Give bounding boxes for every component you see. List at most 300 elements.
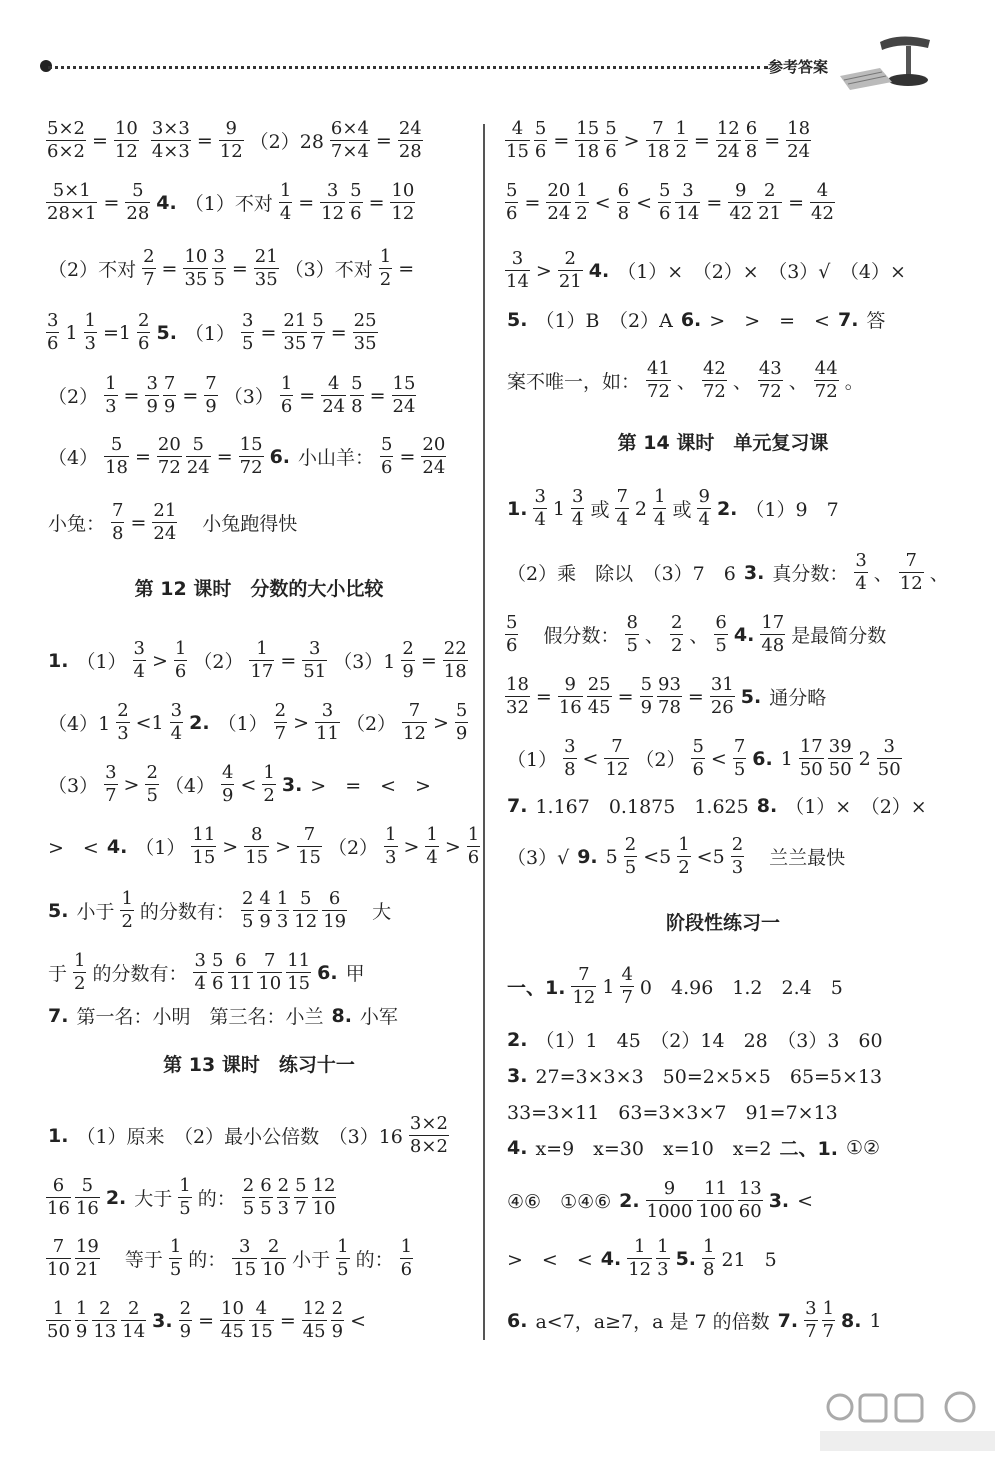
item-number: 5. (740, 685, 762, 708)
denominator: 6 (506, 635, 518, 656)
answer-text: （1）不对 (184, 193, 273, 215)
numerator: 3 (105, 762, 117, 783)
denominator: 7 (312, 333, 324, 354)
answer-text: 小兔跑得快 (183, 513, 298, 535)
fraction (104, 373, 117, 418)
numerator: 15 (239, 434, 263, 455)
denominator: 12 (321, 203, 345, 224)
denominator: 6 (467, 847, 480, 868)
answer-text: （1）× （2）× (785, 796, 927, 818)
denominator: 10 (258, 973, 282, 994)
column-divider (483, 124, 485, 1340)
denominator: 15 (192, 847, 216, 868)
answer-text: > (444, 835, 461, 858)
answer-line (503, 674, 830, 719)
denominator: 21 (758, 203, 782, 224)
denominator: 32 (506, 697, 529, 718)
denominator: 2 (576, 203, 588, 224)
denominator: 28 (398, 141, 422, 162)
answer-text: > (222, 835, 239, 858)
fraction (46, 118, 86, 163)
fraction (121, 1298, 146, 1343)
answer-text: > (275, 835, 292, 858)
denominator: 9 (455, 723, 468, 744)
numerator: 1 (179, 1175, 191, 1196)
fraction (294, 1175, 307, 1220)
answer-text: < (350, 1309, 367, 1332)
fraction (443, 638, 468, 683)
numerator: 9 (564, 674, 576, 695)
numerator: 11 (704, 1178, 728, 1199)
fraction (104, 434, 129, 479)
fraction (293, 888, 318, 933)
answer-text: = (420, 649, 437, 672)
answer-text: 。 (844, 371, 864, 393)
denominator: 3 (657, 1259, 669, 1280)
item-number: 1. (48, 649, 69, 672)
numerator: 3 (883, 736, 895, 757)
fraction (615, 486, 628, 531)
denominator: 9 (402, 661, 414, 682)
fraction (624, 834, 637, 879)
numerator: 3 (309, 638, 321, 659)
answer-text: 小于 (76, 901, 115, 923)
numerator: 18 (787, 118, 811, 139)
numerator: 3×3 (151, 118, 190, 139)
fraction (758, 358, 783, 403)
answer-line (503, 1236, 781, 1281)
fraction (745, 118, 758, 163)
answer-text: （1）9 7 (745, 499, 839, 521)
fraction (716, 118, 741, 163)
item-number: 5. (156, 321, 177, 344)
numerator: 3 (47, 310, 59, 331)
numerator: 93 (658, 674, 681, 695)
numerator: 1 (703, 1236, 715, 1257)
item-number: 6. (680, 308, 702, 331)
answer-line (44, 950, 369, 995)
numerator: 1 (657, 1236, 669, 1257)
denominator: 15 (249, 1321, 273, 1342)
fraction (675, 180, 700, 225)
answer-text: < (594, 191, 611, 214)
numerator: 1 (169, 1236, 182, 1257)
denominator: 15 (287, 973, 311, 994)
answer-text: ④⑥ ①④⑥ (507, 1191, 612, 1213)
numerator: 1 (337, 1236, 349, 1257)
answer-text: = (92, 129, 108, 152)
answer-text: （2）28 (249, 131, 324, 153)
fraction (170, 700, 183, 745)
numerator: 12 (716, 118, 740, 139)
answer-text: = (553, 129, 570, 152)
answer-text: 真分数： (772, 563, 849, 585)
item-number: 1. (48, 1124, 69, 1147)
denominator: 17 (250, 661, 274, 682)
item-number: 6. (507, 1309, 528, 1332)
answer-line (44, 888, 395, 933)
denominator: 4 (698, 509, 710, 530)
numerator: 7 (905, 550, 917, 571)
answer-line (44, 118, 425, 163)
numerator: 2 (242, 1175, 255, 1196)
fraction (731, 834, 744, 879)
fraction (169, 1236, 182, 1281)
answer-text: （2） (48, 386, 99, 408)
answer-text: 、 (929, 563, 949, 585)
numerator: 5 (640, 674, 653, 695)
denominator: 19 (323, 911, 347, 932)
numerator: 6 (715, 612, 727, 633)
denominator: 3 (117, 723, 129, 744)
numerator: 7 (52, 1236, 65, 1257)
denominator: 11 (229, 973, 253, 994)
numerator: 1 (385, 824, 397, 845)
numerator: 1 (174, 638, 187, 659)
fraction (241, 888, 254, 933)
denominator: 51 (303, 661, 327, 682)
answer-text: （2） (345, 713, 397, 735)
answer-text: 通分略 (769, 687, 827, 709)
answer-text: 小于 (292, 1249, 331, 1271)
answer-line (503, 248, 910, 293)
denominator: 16 (75, 1198, 99, 1219)
answer-text: （4） (48, 447, 99, 469)
denominator: 35 (283, 333, 307, 354)
fraction (409, 1113, 449, 1158)
numerator: 1 (633, 1236, 646, 1257)
fraction (84, 310, 97, 355)
fraction (467, 824, 480, 869)
numerator: 9 (735, 180, 747, 201)
numerator: 5 (506, 612, 518, 633)
fraction (157, 434, 182, 479)
denominator: 8 (617, 203, 630, 224)
item-number: 2. (189, 711, 210, 734)
denominator: 6 (692, 759, 704, 780)
denominator: 6 (659, 203, 671, 224)
denominator: 12 (899, 573, 923, 594)
numerator: 2 (763, 180, 776, 201)
numerator: 1 (822, 1298, 835, 1319)
answer-text: > < < (507, 1249, 593, 1271)
item-number: 3. (281, 773, 303, 796)
denominator: 6 (350, 203, 362, 224)
answer-text: 于 (48, 963, 68, 985)
numerator: 5 (534, 118, 547, 139)
numerator: 3 (321, 700, 334, 721)
fraction (571, 486, 584, 531)
denominator: 10 (47, 1259, 70, 1280)
denominator: 16 (558, 697, 582, 718)
fraction (505, 612, 518, 657)
answer-text: 大 (353, 901, 392, 923)
answer-text: = (280, 649, 297, 672)
fraction (174, 638, 187, 683)
numerator: 13 (738, 1178, 762, 1199)
fraction (604, 118, 617, 163)
answer-text: （1）× （2）× （3）√ （4）× (617, 261, 906, 283)
denominator: 72 (157, 457, 181, 478)
numerator: 3 (242, 310, 254, 331)
numerator: 1 (675, 118, 687, 139)
answer-text: 、 (644, 625, 664, 647)
fraction (277, 1175, 290, 1220)
fraction (691, 736, 704, 781)
answer-text: = (216, 445, 233, 468)
numerator: 5 (295, 1175, 307, 1196)
answer-line (44, 1175, 338, 1220)
numerator: 5 (381, 434, 393, 455)
answer-text: 案不唯一，如： (507, 371, 641, 393)
denominator: 15 (506, 141, 529, 162)
fraction (239, 434, 264, 479)
page-header (40, 54, 1000, 94)
fraction (674, 118, 687, 163)
fraction (640, 674, 653, 719)
answer-text: （1） (76, 651, 127, 673)
numerator: 5 (605, 118, 617, 139)
denominator: 3 (385, 847, 397, 868)
fraction (402, 700, 427, 745)
denominator: 4 (616, 509, 628, 530)
denominator: 42 (729, 203, 753, 224)
heading-lesson-14: 第 14 课时 单元复习课 (617, 432, 829, 454)
answer-text: < (710, 747, 727, 770)
item-number: 3. (152, 1309, 173, 1332)
item-number: 一、1. (507, 977, 566, 999)
denominator: 2 (678, 857, 690, 878)
fraction (254, 246, 279, 291)
fraction (133, 638, 146, 683)
fraction (75, 1175, 100, 1220)
answer-line (44, 1002, 402, 1029)
denominator: 48 (761, 635, 785, 656)
denominator: 78 (658, 697, 681, 718)
numerator: 20 (157, 434, 181, 455)
numerator: 4 (255, 1298, 268, 1319)
numerator: 1 (263, 762, 275, 783)
denominator: 50 (828, 759, 852, 780)
denominator: 24 (322, 396, 346, 417)
denominator: 12 (403, 723, 426, 744)
answer-text: > < (48, 837, 99, 859)
fraction (656, 1236, 669, 1281)
answer-line (44, 434, 448, 479)
answer-text: 假分数： (524, 625, 620, 647)
fraction (617, 180, 630, 225)
answer-text: 1.167 0.1875 1.625 (535, 796, 749, 818)
numerator: 9 (225, 118, 237, 139)
answer-text: = (369, 384, 386, 407)
denominator: 24 (787, 141, 811, 162)
numerator: 3 (326, 180, 339, 201)
fraction (702, 358, 727, 403)
numerator: 7 (112, 500, 124, 521)
answer-line (503, 550, 953, 595)
denominator: 45 (221, 1321, 244, 1342)
fraction (46, 1298, 71, 1343)
answer-line (503, 306, 889, 333)
numerator: 24 (398, 118, 422, 139)
numerator: 2 (179, 1298, 192, 1319)
fraction (280, 373, 293, 418)
answer-text: = (617, 685, 634, 708)
answer-text: （2）不对 (48, 259, 137, 281)
denominator: 35 (184, 269, 208, 290)
fraction (104, 762, 117, 807)
fraction (534, 118, 547, 163)
denominator: 7×4 (330, 141, 369, 162)
answer-text: 、 (873, 563, 893, 585)
denominator: 24 (716, 141, 740, 162)
item-number: 2. (507, 1028, 528, 1051)
answer-line (44, 824, 482, 869)
answer-text: 或 (672, 499, 692, 521)
answer-text: 大于 (134, 1188, 173, 1210)
fraction (757, 180, 782, 225)
numerator: 5 (81, 1175, 94, 1196)
numerator: 1 (379, 246, 392, 267)
numerator: 10 (221, 1298, 244, 1319)
denominator: 5 (241, 911, 254, 932)
fraction (392, 373, 417, 418)
answer-text: 0 4.96 1.2 2.4 5 (639, 977, 843, 999)
answer-text: （4） (164, 775, 216, 797)
denominator: 9 (640, 697, 653, 718)
fraction (822, 1298, 835, 1343)
fraction (398, 118, 423, 163)
denominator: 8 (745, 141, 758, 162)
denominator: 9 (179, 1321, 192, 1342)
denominator: 6 (400, 1259, 413, 1280)
fraction (653, 486, 666, 531)
denominator: 5 (733, 759, 746, 780)
answer-text: 1 (552, 497, 565, 520)
answer-text: x=9 x=30 x=10 x=2 (535, 1138, 772, 1160)
denominator: 10 (262, 1259, 286, 1280)
denominator: 60 (738, 1201, 762, 1222)
answer-text: = (788, 191, 805, 214)
fraction (274, 700, 287, 745)
numerator: 15 (576, 118, 600, 139)
numerator: 2 (624, 834, 637, 855)
fraction (899, 550, 924, 595)
fraction (336, 1236, 349, 1281)
answer-line (44, 638, 470, 683)
fraction (257, 950, 282, 995)
denominator: 15 (298, 847, 321, 868)
heading-lesson-13: 第 13 课时 练习十一 (163, 1054, 355, 1076)
answer-text: 小军 (359, 1006, 398, 1028)
denominator: 7 (295, 1198, 307, 1219)
denominator: 2 (670, 635, 683, 656)
denominator: 2 (379, 269, 392, 290)
fraction (46, 180, 97, 225)
fraction (258, 888, 271, 933)
numerator: 2 (564, 248, 576, 269)
answer-line (503, 834, 849, 879)
numerator: 5 (692, 736, 704, 757)
fraction (204, 373, 217, 418)
answer-text: 1 (602, 975, 615, 998)
fraction (262, 762, 275, 807)
item-number: 4. (507, 1136, 528, 1159)
fraction (46, 1175, 71, 1220)
numerator: 3 (855, 550, 867, 571)
fraction (279, 180, 292, 225)
answer-line (503, 792, 931, 819)
fraction (455, 700, 468, 745)
numerator: 39 (828, 736, 852, 757)
answer-line (503, 1134, 884, 1161)
numerator: 20 (547, 180, 571, 201)
numerator: 4 (511, 118, 524, 139)
item-number: 8. (331, 1004, 352, 1027)
item-number: 5. (48, 899, 69, 922)
answer-text: （3）1 (333, 651, 396, 673)
denominator: 5 (179, 1198, 191, 1219)
numerator: 1 (256, 638, 268, 659)
denominator: 12 (219, 141, 243, 162)
denominator: 24 (186, 457, 210, 478)
answer-text: = (375, 129, 392, 152)
denominator: 5 (242, 333, 254, 354)
item-number: 二、1. (779, 1138, 838, 1160)
numerator: 3 (682, 180, 694, 201)
fraction (259, 1175, 272, 1220)
fraction (697, 486, 710, 531)
fraction (75, 1298, 88, 1343)
numerator: 2 (670, 612, 683, 633)
numerator: 3×2 (409, 1113, 448, 1134)
answer-text: 的： (188, 1249, 227, 1271)
answer-text: 的分数有： (92, 963, 188, 985)
numerator: 7 (303, 824, 316, 845)
numerator: 25 (353, 310, 377, 331)
fraction (220, 1298, 245, 1343)
denominator: 3 (276, 911, 289, 932)
numerator: 6 (745, 118, 758, 139)
denominator: 8×2 (409, 1136, 448, 1157)
answer-text: （1）1 45 （2）14 28 （3）3 60 (535, 1030, 883, 1052)
answer-text: = (687, 685, 704, 708)
answer-text: 第一名：小明 第三名：小兰 (76, 1006, 324, 1028)
fraction (353, 310, 378, 355)
item-number: 8. (756, 794, 778, 817)
fraction (286, 950, 311, 995)
fraction (75, 1236, 100, 1281)
answer-text: 的： (197, 1188, 236, 1210)
denominator: 21 (558, 271, 582, 292)
fraction (46, 310, 59, 355)
numerator: 6 (52, 1175, 65, 1196)
fraction (193, 950, 206, 995)
numerator: 3 (805, 1298, 817, 1319)
numerator: 6 (617, 180, 630, 201)
answer-line (44, 1113, 451, 1158)
denominator: 5 (626, 635, 638, 656)
denominator: 9 (75, 1321, 88, 1342)
denominator: 4 (534, 509, 546, 530)
fraction (320, 180, 345, 225)
denominator: 12 (572, 987, 596, 1008)
answer-text: 5 (605, 845, 618, 868)
fraction (232, 1236, 257, 1281)
denominator: 9 (205, 396, 217, 417)
fraction (302, 638, 327, 683)
numerator: 7 (611, 736, 623, 757)
